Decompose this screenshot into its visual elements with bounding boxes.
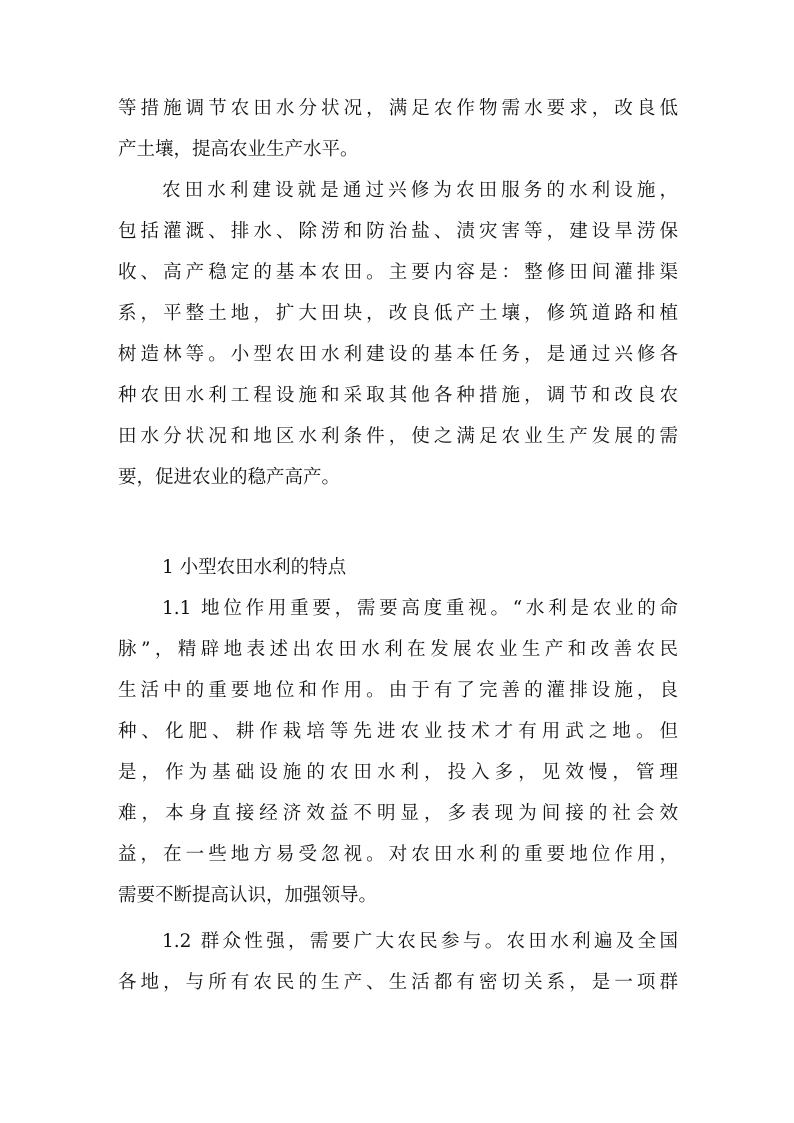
paragraph-3-line-6: 难，本身直接经济效益不明显，多表现为间接的社会效 — [118, 803, 678, 824]
section-heading: 1 小型农田水利的特点 — [162, 557, 347, 578]
paragraph-1-line-1: 等措施调节农田水分状况，满足农作物需水要求，改良低 — [118, 98, 678, 119]
paragraph-3-line-8: 需要不断提高认识，加强领导。 — [118, 885, 378, 906]
paragraph-2-line-7: 田水分状况和地区水利条件，使之满足农业生产发展的需 — [118, 426, 678, 447]
paragraph-3-line-4: 种、化肥、耕作栽培等先进农业技术才有用武之地。但 — [118, 721, 678, 742]
paragraph-2-line-2: 包括灌溉、排水、除涝和防治盐、渍灾害等，建设旱涝保 — [118, 221, 678, 242]
paragraph-1-line-2: 产土壤，提高农业生产水平。 — [118, 139, 359, 160]
paragraph-2-line-6: 种农田水利工程设施和采取其他各种措施，调节和改良农 — [118, 385, 678, 406]
paragraph-2-line-3: 收、高产稳定的基本农田。主要内容是：整修田间灌排渠 — [118, 262, 678, 283]
paragraph-3-line-7: 益，在一些地方易受忽视。对农田水利的重要地位作用， — [118, 844, 678, 865]
paragraph-2-line-1: 农田水利建设就是通过兴修为农田服务的水利设施， — [162, 180, 678, 201]
paragraph-2-line-5: 树造林等。小型农田水利建设的基本任务，是通过兴修各 — [118, 344, 678, 365]
paragraph-2-line-4: 系，平整土地，扩大田块，改良低产土壤，修筑道路和植 — [118, 303, 678, 324]
paragraph-4-line-1: 1.2 群众性强，需要广大农民参与。农田水利遍及全国 — [162, 931, 678, 952]
paragraph-3-line-1: 1.1 地位作用重要，需要高度重视。“水利是农业的命 — [162, 598, 678, 619]
paragraph-4-line-2: 各地，与所有农民的生产、生活都有密切关系，是一项群 — [118, 972, 678, 993]
paragraph-3-line-5: 是，作为基础设施的农田水利，投入多，见效慢，管理 — [118, 762, 678, 783]
paragraph-2-line-8: 要，促进农业的稳产高产。 — [118, 467, 341, 488]
paragraph-3-line-3: 生活中的重要地位和作用。由于有了完善的灌排设施，良 — [118, 680, 678, 701]
paragraph-3-line-2: 脉”，精辟地表述出农田水利在发展农业生产和改善农民 — [118, 639, 678, 660]
